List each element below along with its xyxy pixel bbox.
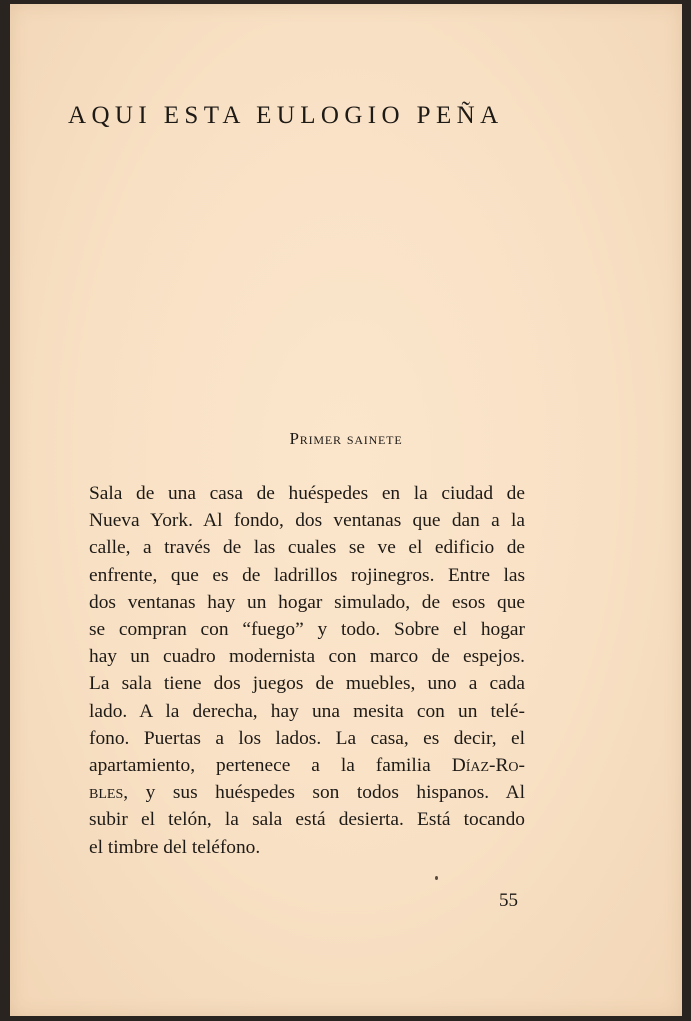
text-line: fono. Puertas a los lados. La casa, es decir, el [89,727,525,749]
family-name: Díaz-Ro- [451,755,525,777]
text-line: Nueva York. Al fondo, dos ventanas que dan a la [89,510,525,532]
text-line: enfrente, que es de ladrillos rojinegros. Entre las [89,564,525,586]
text-line [89,752,525,779]
text-line: subir el telón, la sala está desierta. Está tocando [89,809,525,831]
text-segment: , y sus huéspedes son todos hispanos. Al [123,782,525,804]
page-number: 55 [499,890,518,911]
book-page [10,4,682,1016]
text-segment: apartamiento, pertenece a la familia [89,755,452,777]
text-line: se compran con “fuego” y todo. Sobre el hogar [89,619,525,641]
ink-speck [435,876,438,880]
text-line: el timbre del teléfono. [89,836,261,858]
play-title: AQUI ESTA EULOGIO PEÑA [68,102,504,129]
text-line: hay un cuadro modernista con marco de espejos. [89,646,525,668]
text-line: Sala de una casa de huéspedes en la ciudad de [89,483,525,504]
family-name: bles [89,782,124,804]
text-line: calle, a través de las cuales se ve el edificio de [89,537,525,559]
section-heading: Primer sainete [289,429,403,448]
stage-direction-paragraph [89,480,525,861]
text-line: dos ventanas hay un hogar simulado, de esos que [89,591,525,613]
text-line: lado. A la derecha, hay una mesita con un telé- [89,700,525,722]
text-line: La sala tiene dos juegos de muebles, uno a cada [89,673,525,695]
text-line [89,779,525,806]
